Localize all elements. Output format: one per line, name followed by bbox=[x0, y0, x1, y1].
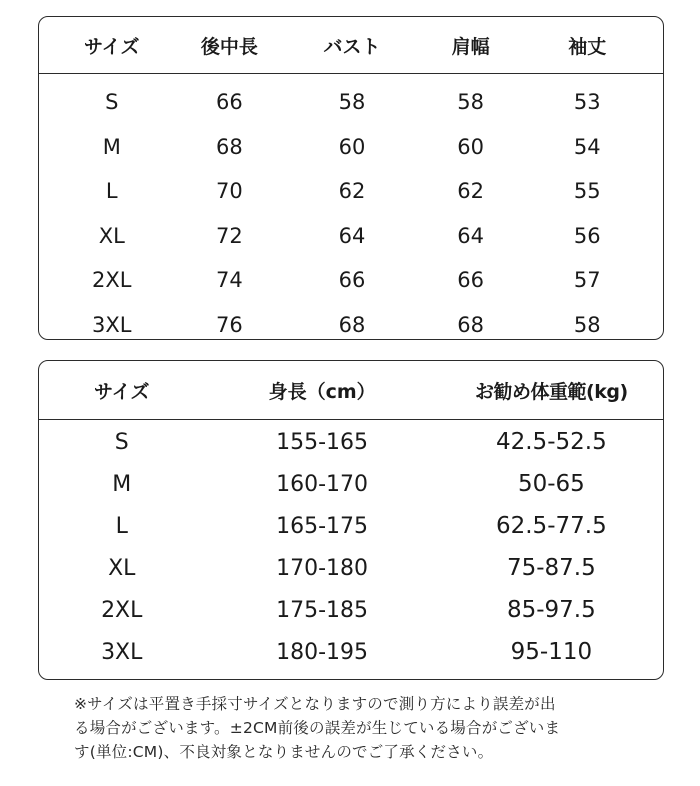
table-row bbox=[39, 303, 663, 341]
table-row bbox=[39, 589, 663, 631]
cell-weight: 62.5-77.5 bbox=[495, 513, 607, 539]
header-shoulder-width: 肩幅 bbox=[451, 35, 490, 58]
cell-sleeve-length: 58 bbox=[573, 312, 601, 337]
cell-weight: 50-65 bbox=[517, 471, 585, 497]
table-header-row bbox=[39, 361, 663, 420]
cell-sleeve-length: 54 bbox=[573, 134, 601, 159]
table-row bbox=[39, 505, 663, 547]
cell-bust: 68 bbox=[338, 312, 366, 337]
cell-size: L bbox=[105, 179, 118, 204]
table-row bbox=[39, 125, 663, 170]
cell-shoulder-width: 58 bbox=[457, 90, 484, 115]
header-sleeve-length: 袖丈 bbox=[568, 35, 607, 58]
table-row bbox=[39, 80, 663, 125]
table-header-row bbox=[39, 17, 663, 74]
cell-back-length: 76 bbox=[216, 312, 243, 337]
cell-bust: 62 bbox=[338, 179, 366, 204]
cell-size: 3XL bbox=[92, 312, 132, 337]
cell-back-length: 70 bbox=[216, 179, 243, 204]
cell-bust: 58 bbox=[338, 90, 366, 115]
header-size: サイズ bbox=[84, 35, 140, 58]
cell-size: 3XL bbox=[101, 639, 143, 665]
header-bust: バスト bbox=[323, 35, 381, 58]
cell-size: XL bbox=[98, 223, 125, 248]
cell-height: 180-195 bbox=[276, 639, 369, 665]
cell-bust: 60 bbox=[338, 134, 366, 159]
cell-size: 2XL bbox=[92, 268, 132, 293]
cell-shoulder-width: 60 bbox=[457, 134, 484, 159]
cell-size: M bbox=[102, 134, 121, 159]
cell-height: 165-175 bbox=[276, 513, 369, 539]
cell-size: 2XL bbox=[101, 597, 143, 623]
cell-sleeve-length: 53 bbox=[573, 90, 601, 115]
cell-shoulder-width: 62 bbox=[457, 179, 484, 204]
measurement-note bbox=[74, 692, 664, 764]
cell-back-length: 66 bbox=[216, 90, 243, 115]
table-row bbox=[39, 258, 663, 303]
table-row bbox=[39, 547, 663, 589]
cell-size: XL bbox=[108, 555, 136, 581]
cell-sleeve-length: 57 bbox=[573, 268, 601, 293]
cell-weight: 75-87.5 bbox=[506, 555, 596, 581]
cell-shoulder-width: 68 bbox=[457, 312, 484, 337]
table-row bbox=[39, 631, 663, 673]
note-line: ※サイズは平置き手採寸サイズとなりますので測り方により誤差が出 bbox=[74, 695, 556, 713]
cell-weight: 42.5-52.5 bbox=[495, 429, 607, 455]
table-row bbox=[39, 463, 663, 505]
note-line: す(単位:CM)、不良対象となりませんのでご了承ください。 bbox=[74, 743, 494, 761]
cell-shoulder-width: 66 bbox=[457, 268, 484, 293]
header-height: 身長（cm） bbox=[268, 380, 376, 403]
recommended-fit-table bbox=[38, 360, 664, 680]
cell-size: M bbox=[112, 471, 132, 497]
cell-height: 170-180 bbox=[276, 555, 369, 581]
cell-shoulder-width: 64 bbox=[457, 223, 484, 248]
table-row bbox=[39, 169, 663, 214]
cell-sleeve-length: 55 bbox=[573, 179, 601, 204]
cell-sleeve-length: 56 bbox=[573, 223, 601, 248]
table-row bbox=[39, 421, 663, 463]
cell-weight: 95-110 bbox=[510, 639, 593, 665]
cell-height: 160-170 bbox=[276, 471, 369, 497]
cell-size: S bbox=[114, 429, 129, 455]
note-line: る場合がございます。±2CM前後の誤差が生じている場合がございま bbox=[74, 719, 561, 737]
cell-back-length: 72 bbox=[216, 223, 243, 248]
cell-back-length: 68 bbox=[216, 134, 243, 159]
cell-size: S bbox=[105, 90, 119, 115]
cell-bust: 66 bbox=[338, 268, 366, 293]
cell-weight: 85-97.5 bbox=[506, 597, 596, 623]
header-recommended-weight: お勧め体重範(kg) bbox=[475, 380, 628, 403]
cell-height: 175-185 bbox=[276, 597, 369, 623]
header-size: サイズ bbox=[93, 380, 150, 403]
cell-height: 155-165 bbox=[276, 429, 369, 455]
header-back-length: 後中長 bbox=[200, 35, 258, 58]
cell-bust: 64 bbox=[338, 223, 366, 248]
garment-size-table bbox=[38, 16, 664, 340]
cell-back-length: 74 bbox=[216, 268, 243, 293]
cell-size: L bbox=[115, 513, 128, 539]
table-row bbox=[39, 214, 663, 259]
